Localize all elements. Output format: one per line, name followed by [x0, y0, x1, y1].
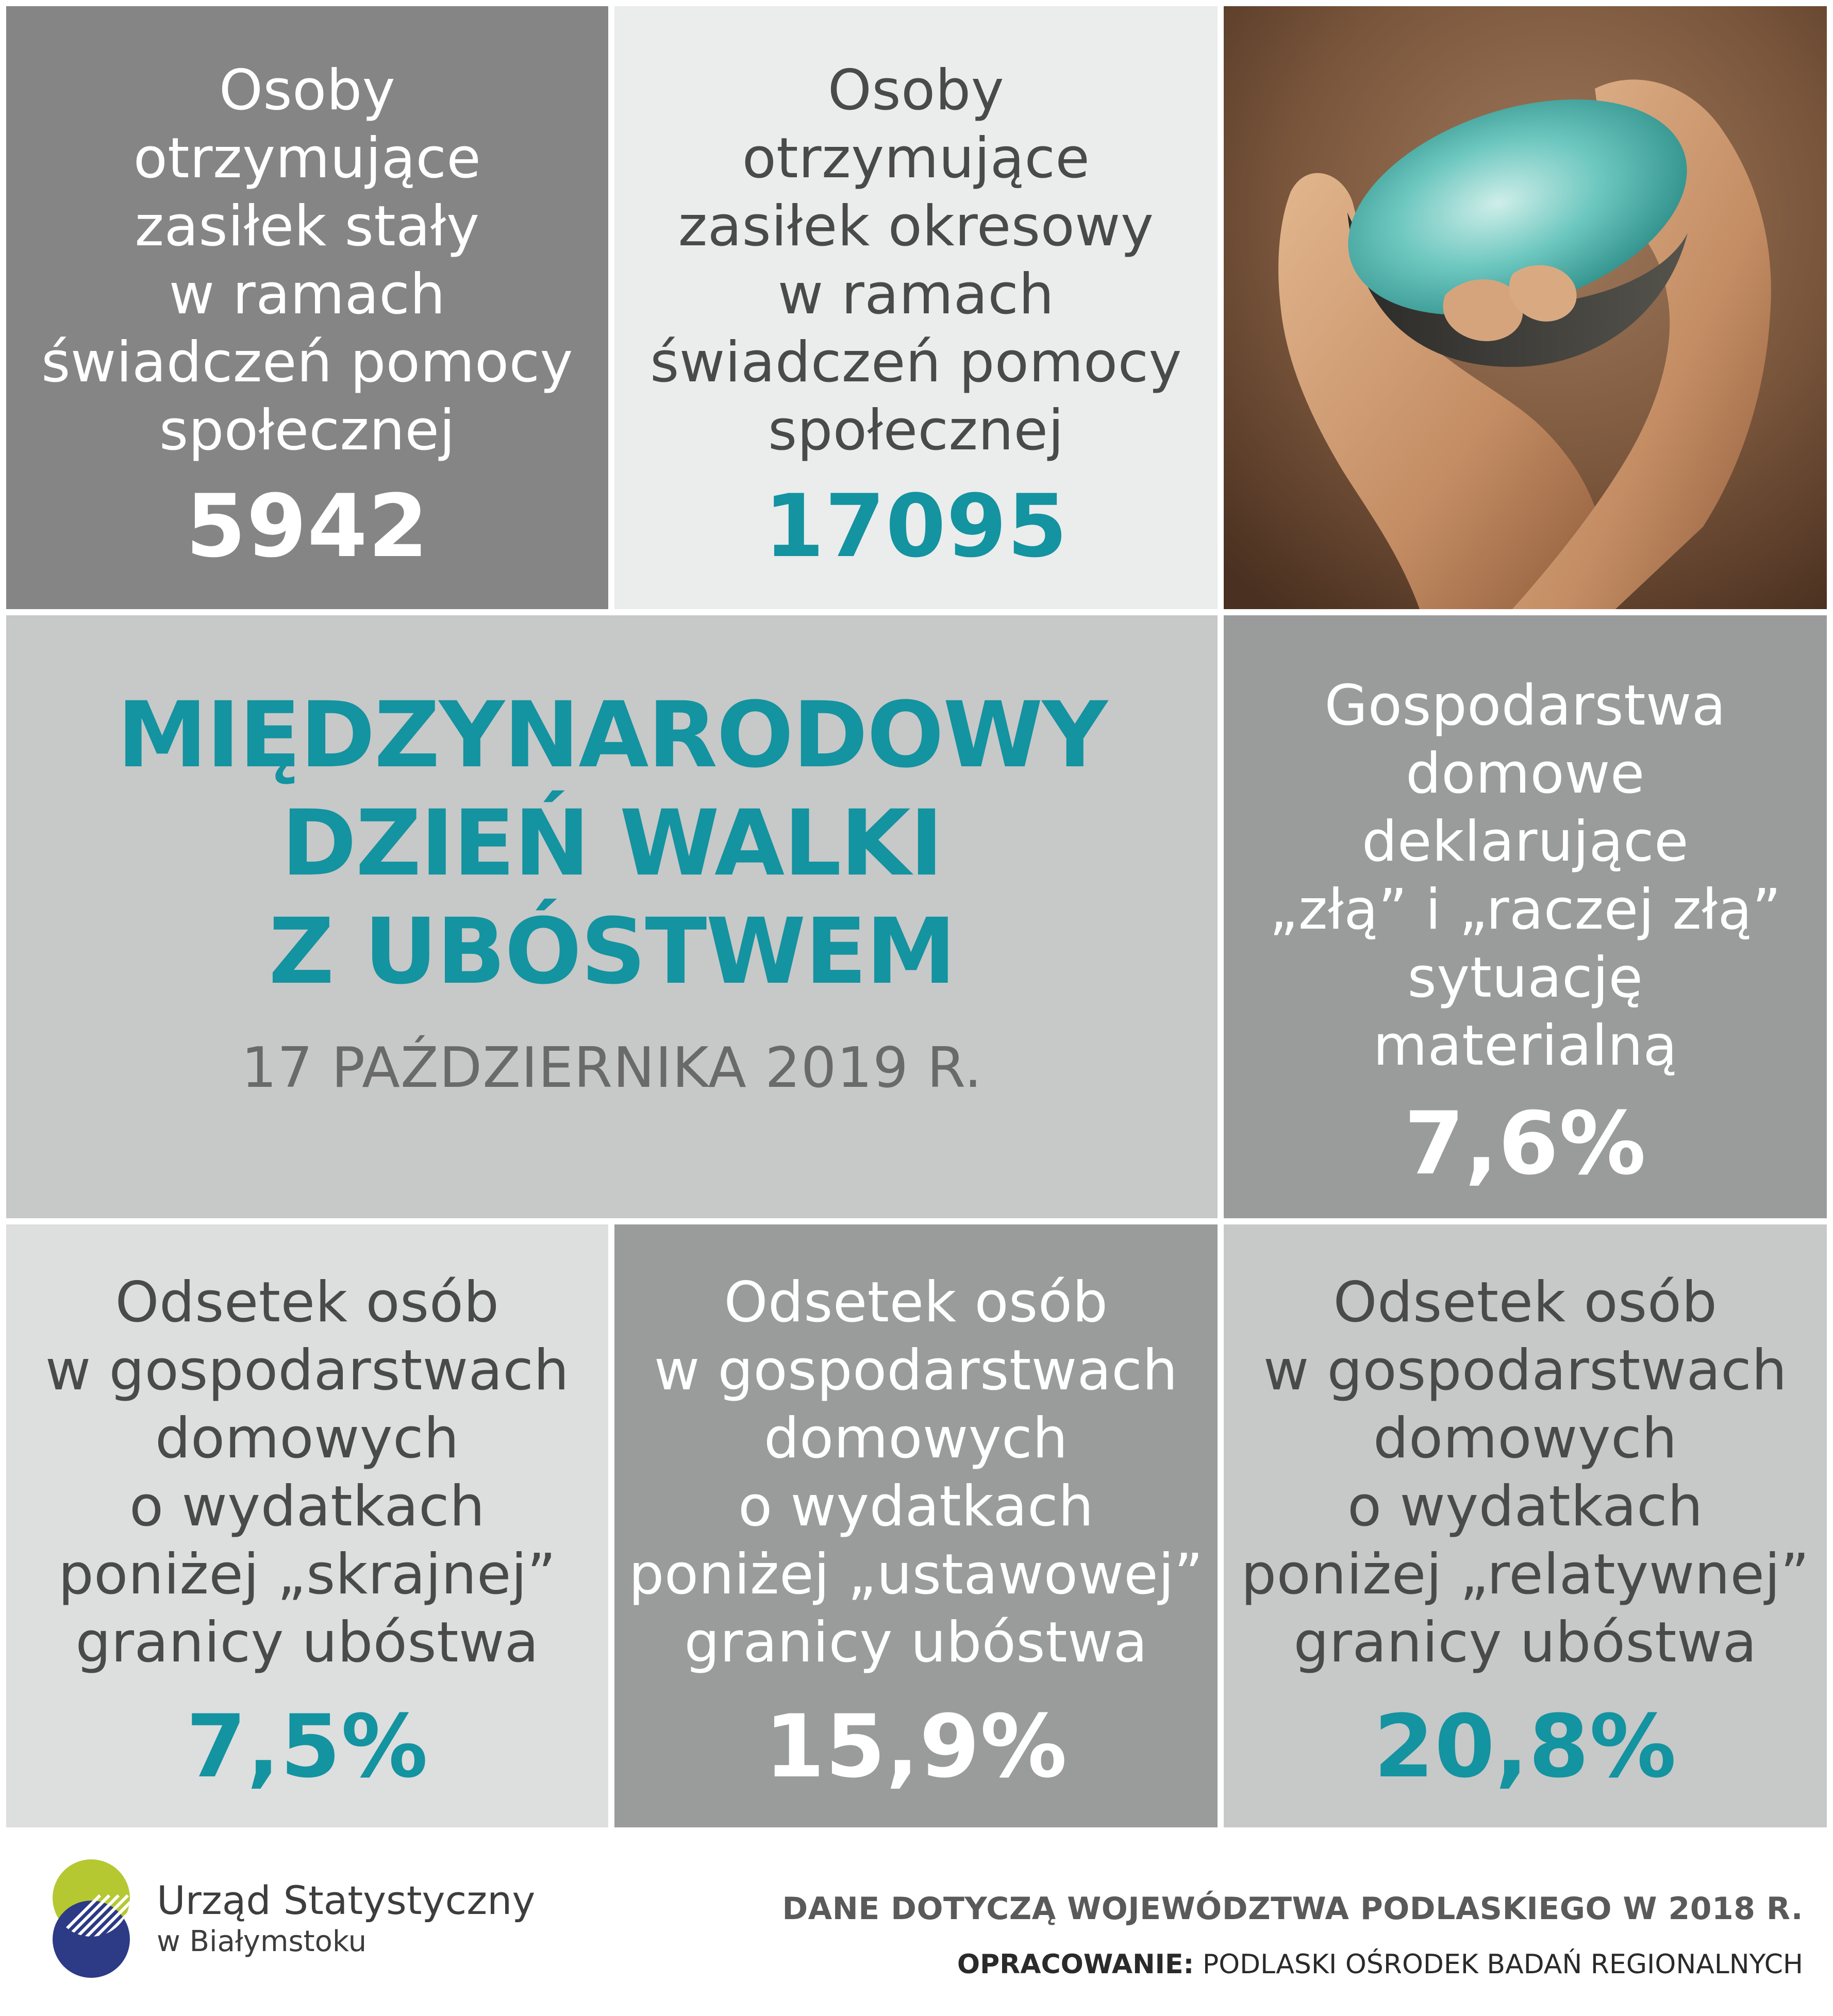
tile-statutory-poverty — [614, 1224, 1218, 1827]
headline-tile — [6, 615, 1218, 1218]
hands-bowl-illustration — [1224, 6, 1827, 609]
org-name: Urząd Statystyczny — [157, 1877, 536, 1923]
headline-line-2: DZIEŃ WALKI — [281, 791, 943, 896]
credit-value: PODLASKI OŚRODEK BADAŃ REGIONALNYCH — [1202, 1949, 1803, 1980]
tile-label: Odsetek osób w gospodarstwach domowych o wydatkach poniżej „relatywnej” granicy ubóstwa — [1241, 1270, 1810, 1675]
tile-value: 15,9% — [764, 1696, 1068, 1797]
credit-label: OPRACOWANIE: — [957, 1949, 1194, 1980]
tile-value: 5942 — [186, 476, 429, 577]
headline-line-1: MIĘDZYNARODOWY — [117, 682, 1107, 788]
org-name-block — [157, 1877, 535, 1960]
tile-value: 20,8% — [1374, 1696, 1677, 1797]
tile-label: Osoby otrzymujące zasiłek okresowy w ramach świadczeń pomocy społecznej — [650, 58, 1182, 463]
tile-value: 7,5% — [186, 1696, 428, 1797]
tile-fixed-allowance — [6, 6, 608, 609]
data-scope-note: DANE DOTYCZĄ WOJEWÓDZTWA PODLASKIEGO W 2018 R. — [782, 1891, 1803, 1927]
logo-icon — [47, 1859, 135, 1978]
headline-line-3: Z UBÓSTWEM — [269, 899, 955, 1004]
tile-periodic-allowance — [614, 6, 1218, 609]
hands-holding-bowl-photo — [1224, 6, 1827, 609]
tile-label: Odsetek osób w gospodarstwach domowych o wydatkach poniżej „ustawowej” granicy ubóstwa — [628, 1270, 1204, 1675]
tile-label: Gospodarstwa domowe deklarujące „złą” i „raczej złą” sytuację materialną — [1269, 674, 1781, 1078]
tile-value: 7,6% — [1404, 1093, 1646, 1194]
org-city: w Białymstoku — [157, 1925, 367, 1958]
headline-date: 17 PAŹDZIERNIKA 2019 R. — [241, 1036, 982, 1100]
tile-households-bad-situation — [1224, 615, 1827, 1218]
tile-relative-poverty — [1224, 1224, 1827, 1827]
org-logo — [47, 1859, 535, 1978]
tile-value: 17095 — [764, 476, 1068, 577]
tile-label: Odsetek osób w gospodarstwach domowych o wydatkach poniżej „skrajnej” granicy ubóstwa — [45, 1270, 570, 1675]
tile-extreme-poverty — [6, 1224, 608, 1827]
credit-line — [957, 1948, 1803, 1981]
tile-label: Osoby otrzymujące zasiłek stały w ramach świadczeń pomocy społecznej — [41, 58, 573, 463]
